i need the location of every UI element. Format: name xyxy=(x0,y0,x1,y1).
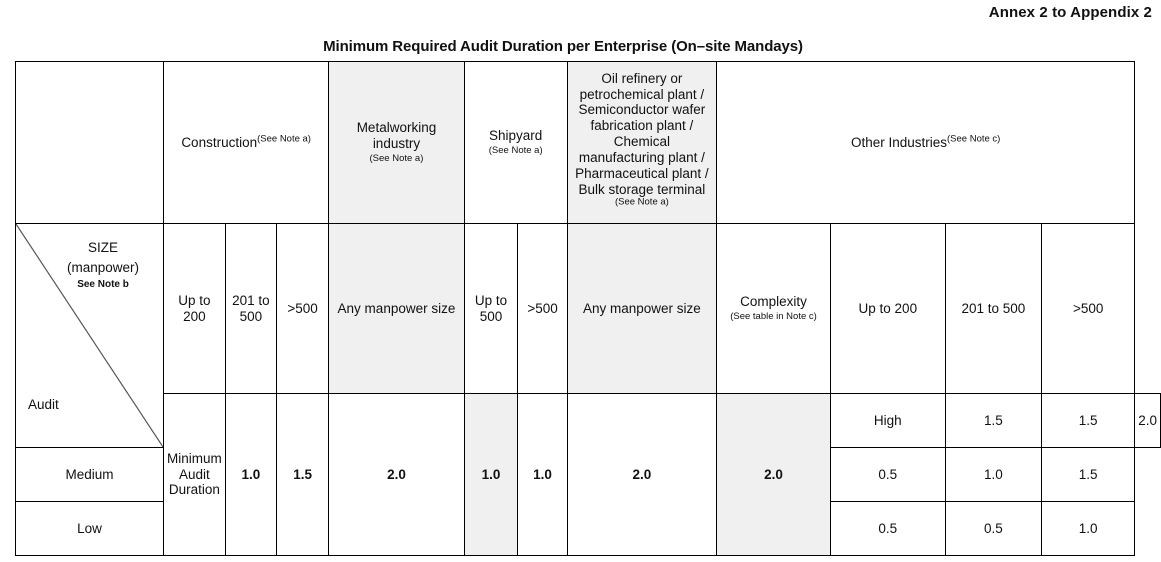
header-shipyard xyxy=(464,62,567,224)
audit-duration-table xyxy=(15,61,1161,556)
value-process-any: 2.0 xyxy=(717,394,831,556)
size-construction-2: 201 to 500 xyxy=(225,224,276,394)
size-complexity xyxy=(717,224,831,394)
value-shipyard-up-to-500: 1.0 xyxy=(518,394,567,556)
size-complexity-label: Complexity xyxy=(740,294,807,310)
corner-diagonal-cell xyxy=(16,224,164,448)
size-shipyard-1: Up to 500 xyxy=(464,224,518,394)
size-complexity-note: (See table in Note c) xyxy=(730,311,817,323)
header-process-label: Oil refinery or petrochemical plant / Semiconductor wafer fabrication plant / Chemical manufacturing plant / Pharmaceutical plant / Bulk storage terminal xyxy=(575,70,709,198)
value-construction-up-to-200: 1.0 xyxy=(225,394,276,556)
size-process: Any manpower size xyxy=(567,224,716,394)
header-metalworking-label: Metalworking industry xyxy=(356,120,437,152)
row-label-minimum-audit-duration: Minimum Audit Duration xyxy=(164,394,226,556)
size-other-3: >500 xyxy=(1042,224,1135,394)
corner-size-note: See Note b xyxy=(77,278,129,290)
complexity-medium-label: Medium xyxy=(16,448,164,502)
value-other-medium-over-500: 1.5 xyxy=(1042,448,1135,502)
size-construction-1: Up to 200 xyxy=(164,224,226,394)
header-metalworking xyxy=(329,62,464,224)
value-other-high-201-to-500: 1.5 xyxy=(1042,394,1135,448)
corner-size-line1: SIZE xyxy=(88,240,119,255)
complexity-high-label: High xyxy=(830,394,945,448)
value-other-medium-201-to-500: 1.0 xyxy=(945,448,1041,502)
annex-label: Annex 2 to Appendix 2 xyxy=(988,4,1152,21)
value-other-high-over-500: 2.0 xyxy=(1135,394,1161,448)
header-process-note: (See Note a) xyxy=(614,196,669,208)
header-other-label: Other Industries xyxy=(850,134,947,150)
value-other-low-201-to-500: 0.5 xyxy=(945,502,1041,556)
size-construction-3: >500 xyxy=(276,224,328,394)
spacer-cell xyxy=(16,62,164,224)
value-shipyard-over-500: 2.0 xyxy=(567,394,716,556)
value-other-medium-up-to-200: 0.5 xyxy=(830,448,945,502)
page-title: Minimum Required Audit Duration per Enterprise (On–site Mandays) xyxy=(323,38,803,55)
header-shipyard-note: (See Note a) xyxy=(488,145,543,157)
value-other-low-up-to-200: 0.5 xyxy=(830,502,945,556)
header-process-industries xyxy=(567,62,716,224)
header-other-industries xyxy=(717,62,1135,224)
size-metalworking: Any manpower size xyxy=(329,224,464,394)
value-construction-over-500: 2.0 xyxy=(329,394,464,556)
header-construction-note: (See Note a) xyxy=(257,133,311,145)
value-other-high-up-to-200: 1.5 xyxy=(945,394,1041,448)
header-construction xyxy=(164,62,329,224)
corner-size-label xyxy=(47,238,159,291)
header-construction-label: Construction xyxy=(181,134,258,150)
size-other-2: 201 to 500 xyxy=(945,224,1041,394)
header-other-note: (See Note c) xyxy=(947,133,1001,145)
size-header-row xyxy=(16,224,1161,394)
table-row xyxy=(16,394,1161,448)
complexity-low-label: Low xyxy=(16,502,164,556)
header-metalworking-note: (See Note a) xyxy=(369,152,424,164)
header-shipyard-label: Shipyard xyxy=(489,128,543,144)
industry-header-row xyxy=(16,62,1161,224)
value-other-low-over-500: 1.0 xyxy=(1042,502,1135,556)
size-shipyard-2: >500 xyxy=(518,224,567,394)
size-other-1: Up to 200 xyxy=(830,224,945,394)
corner-size-line2: (manpower) xyxy=(67,260,140,276)
corner-audit-label: Audit xyxy=(28,397,59,413)
value-construction-201-to-500: 1.5 xyxy=(276,394,328,556)
value-metalworking-any: 1.0 xyxy=(464,394,518,556)
